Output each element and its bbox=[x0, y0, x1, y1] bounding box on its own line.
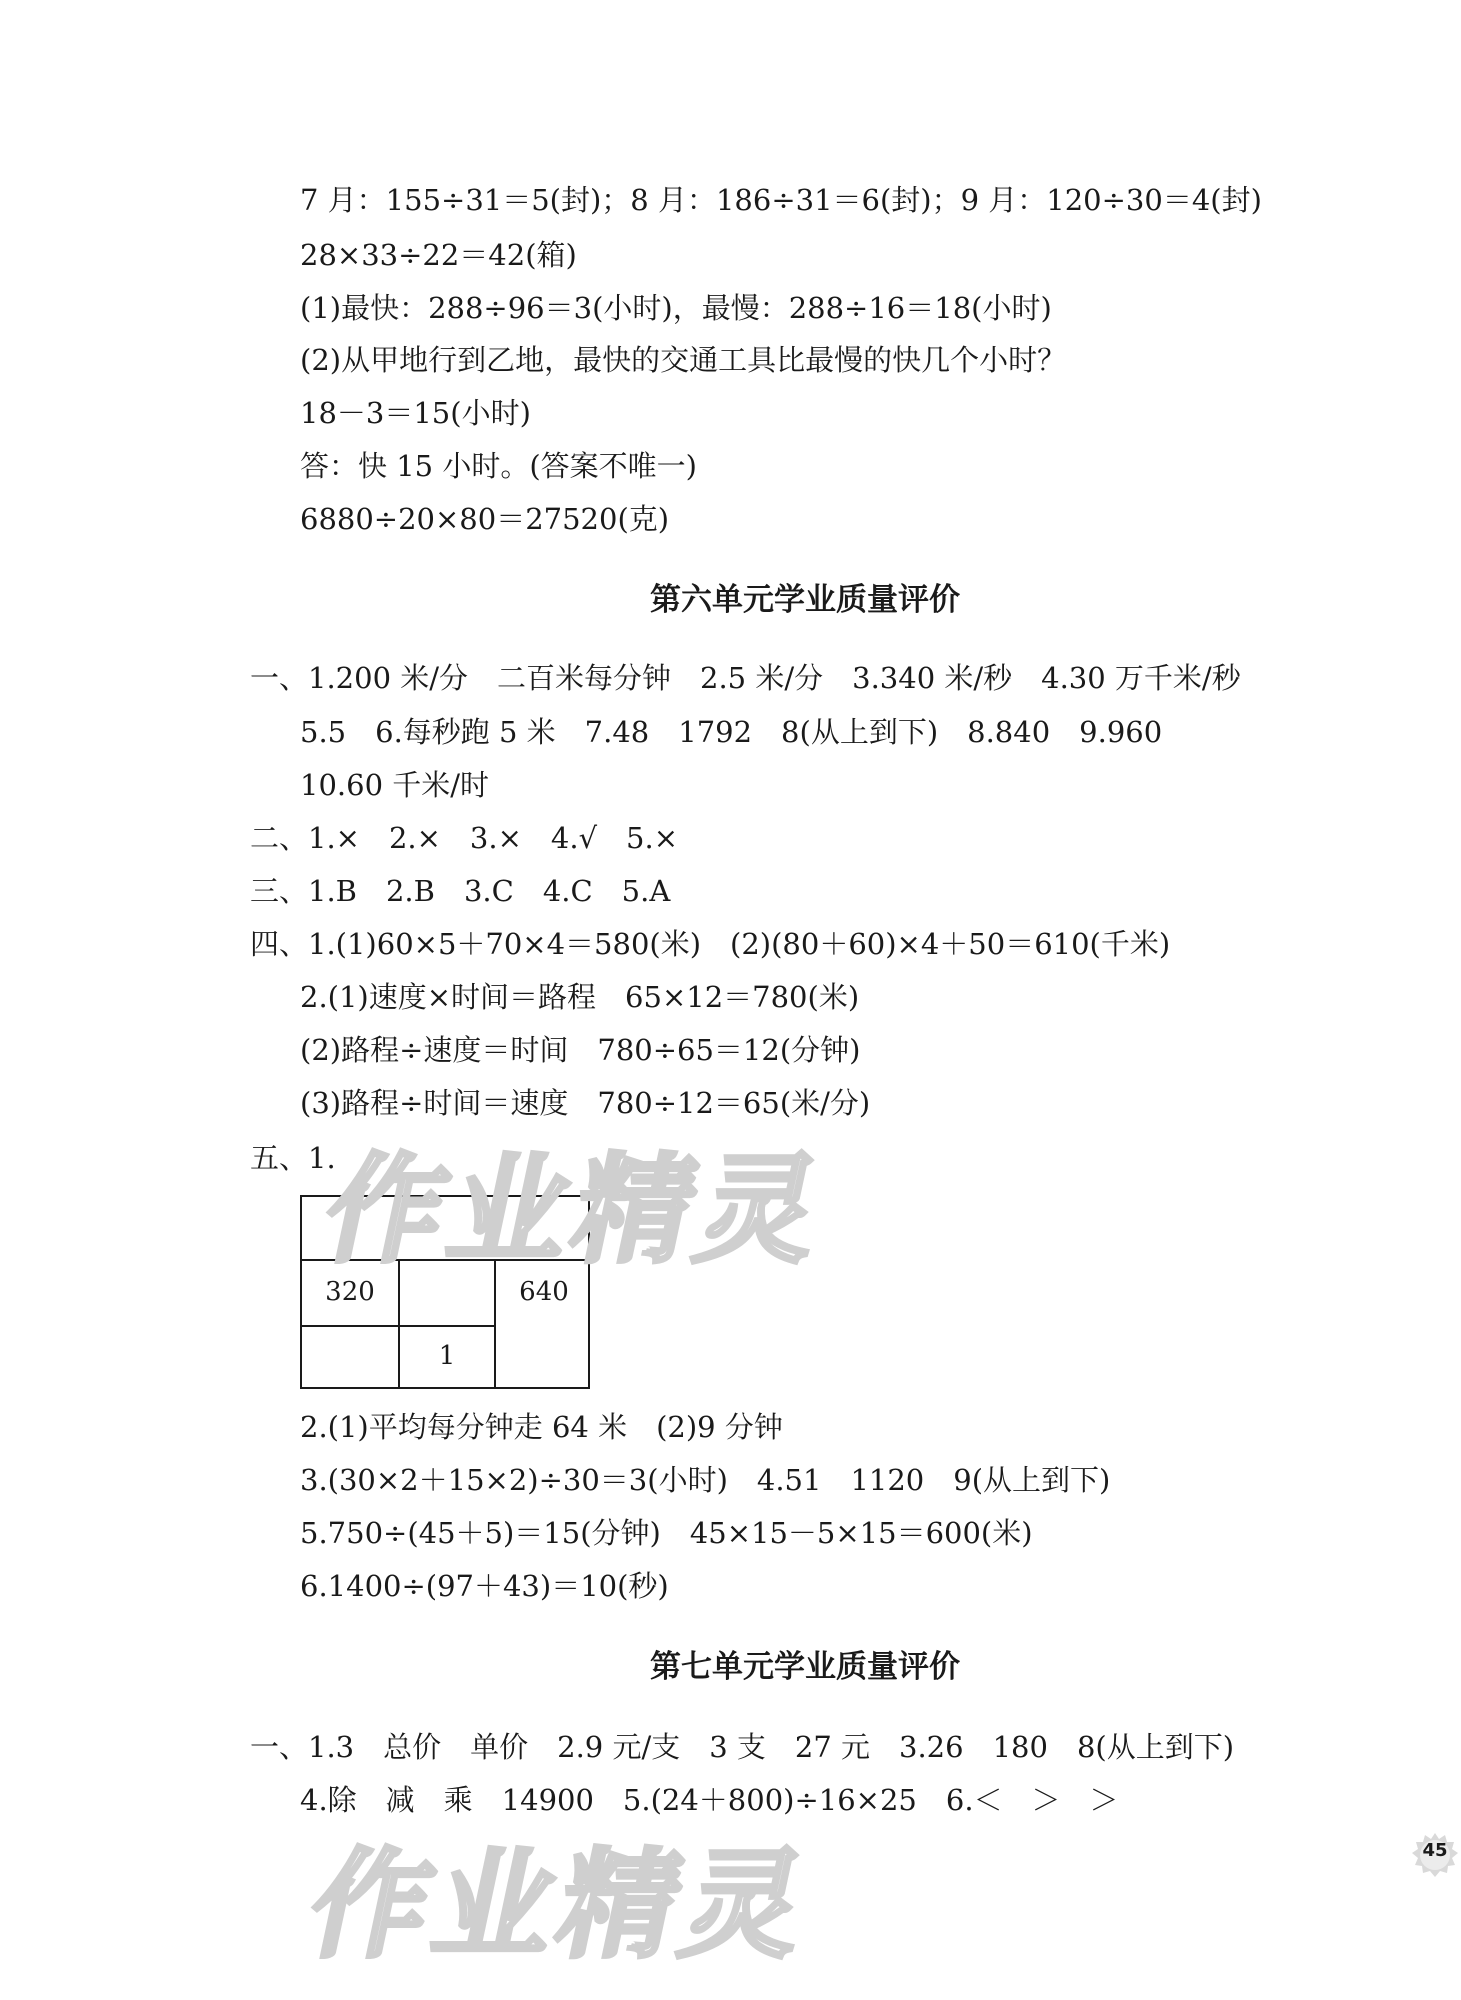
answer-line: (1)最快：288÷96＝3(小时)，最慢：288÷16＝18(小时) bbox=[300, 291, 1052, 325]
grid-cell-value: 640 bbox=[519, 1277, 569, 1307]
answer-line: 4.除 减 乘 14900 5.(24＋800)÷16×25 6.＜ ＞ ＞ bbox=[300, 1783, 1119, 1817]
watermark: 作业精灵 bbox=[313, 1141, 839, 1279]
section-title: 第七单元学业质量评价 bbox=[650, 1649, 960, 1685]
grid-cell-value: 320 bbox=[325, 1277, 375, 1307]
answer-line: 答：快 15 小时。(答案不唯一) bbox=[300, 449, 697, 483]
answer-line: 一、1.3 总价 单价 2.9 元/支 3 支 27 元 3.26 180 8(从上到下) bbox=[250, 1730, 1235, 1764]
answer-line: 五、1. bbox=[250, 1141, 336, 1175]
answer-line: 3.(30×2＋15×2)÷30＝3(小时) 4.51 1120 9(从上到下) bbox=[300, 1463, 1111, 1497]
answer-line: 10.60 千米/时 bbox=[300, 768, 490, 802]
answer-line: 7 月：155÷31＝5(封)；8 月：186÷31＝6(封)；9 月：120÷30＝4(封) bbox=[300, 183, 1262, 217]
answer-line: (3)路程÷时间＝速度 780÷12＝65(米/分) bbox=[300, 1086, 871, 1120]
section-title: 第六单元学业质量评价 bbox=[650, 582, 960, 618]
answer-line: (2)从甲地行到乙地，最快的交通工具比最慢的快几个小时？ bbox=[300, 343, 1067, 377]
page-number: 45 bbox=[1422, 1840, 1448, 1861]
answer-line: 二、1.× 2.× 3.× 4.√ 5.× bbox=[250, 821, 679, 855]
answer-line: 5.5 6.每秒跑 5 米 7.48 1792 8(从上到下) 8.840 9.960 bbox=[300, 715, 1163, 749]
grid-cell-value: 1 bbox=[438, 1341, 456, 1371]
answer-line: 5.750÷(45＋5)＝15(分钟) 45×15－5×15＝600(米) bbox=[300, 1516, 1033, 1550]
answer-line: 三、1.B 2.B 3.C 4.C 5.A bbox=[250, 874, 671, 908]
answer-line: (2)路程÷速度＝时间 780÷65＝12(分钟) bbox=[300, 1033, 861, 1067]
answer-line: 6880÷20×80＝27520(克) bbox=[300, 502, 670, 536]
answer-line: 2.(1)速度×时间＝路程 65×12＝780(米) bbox=[300, 980, 860, 1014]
answer-line: 18－3＝15(小时) bbox=[300, 396, 531, 430]
watermark: 作业精灵 bbox=[298, 1836, 824, 1974]
answer-line: 一、1.200 米/分 二百米每分钟 2.5 米/分 3.340 米/秒 4.30 万千米/秒 bbox=[250, 661, 1241, 695]
answer-line: 6.1400÷(97＋43)＝10(秒) bbox=[300, 1569, 669, 1603]
answer-line: 四、1.(1)60×5＋70×4＝580(米) (2)(80＋60)×4＋50＝610(千米) bbox=[250, 927, 1171, 961]
answer-line: 28×33÷22＝42(箱) bbox=[300, 238, 577, 272]
answer-line: 2.(1)平均每分钟走 64 米 (2)9 分钟 bbox=[300, 1410, 783, 1444]
